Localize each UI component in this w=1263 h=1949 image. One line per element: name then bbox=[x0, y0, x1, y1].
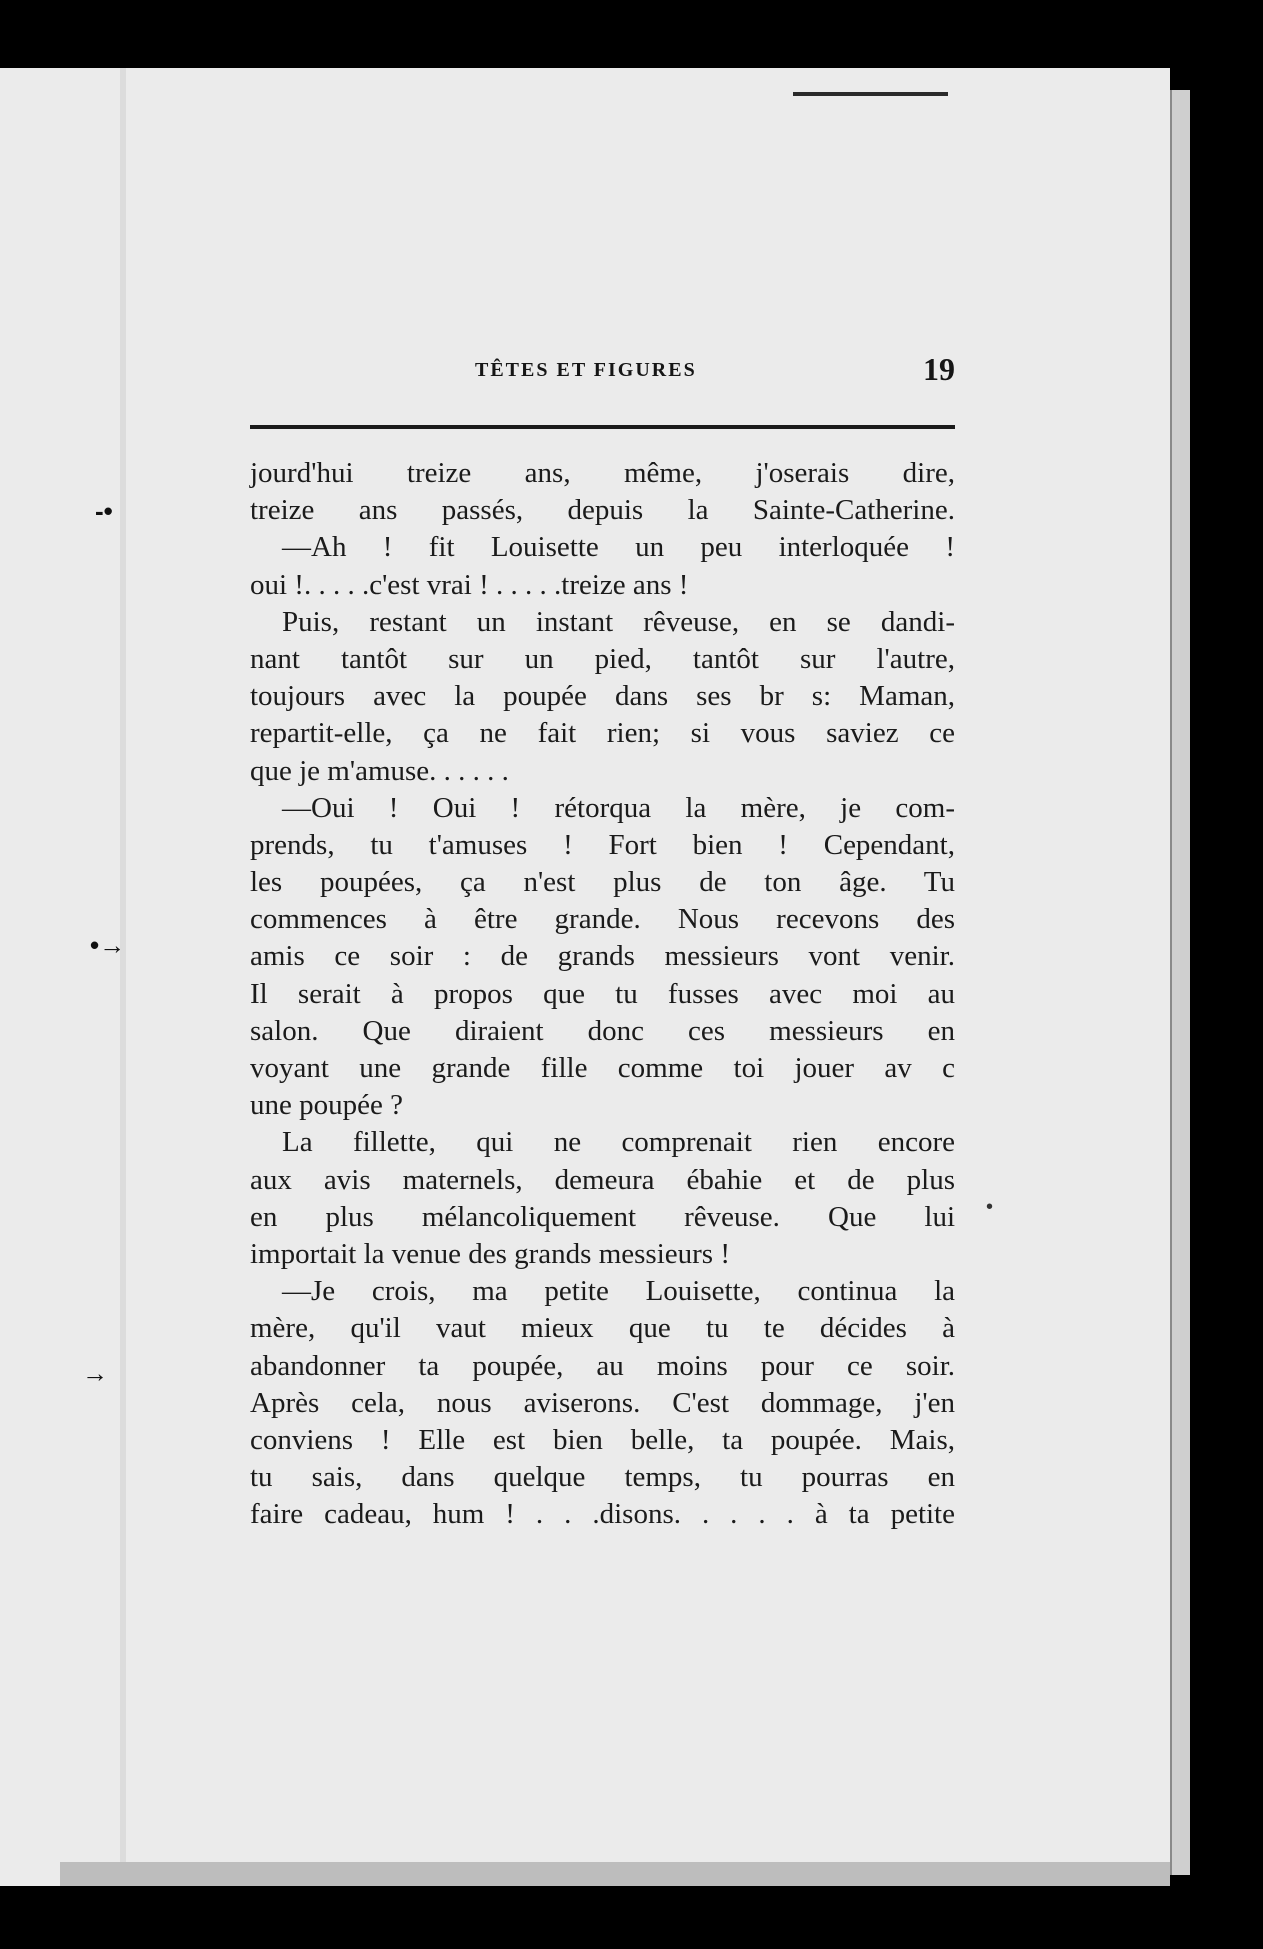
text-line: Après cela, nous aviserons. C'est dommage, j'en bbox=[250, 1386, 955, 1419]
text-line: faire cadeau, hum ! . . .disons. . . . . à ta petite bbox=[250, 1498, 955, 1531]
text-line: treize ans passés, depuis la Sainte-Catherine. bbox=[250, 494, 955, 527]
text-line: Il serait à propos que tu fusses avec moi au bbox=[250, 977, 955, 1010]
body-text bbox=[250, 455, 955, 1533]
text-line: une poupée ? bbox=[250, 1089, 403, 1122]
text-line: importait la venue des grands messieurs ! bbox=[250, 1237, 730, 1270]
text-line: amis ce soir : de grands messieurs vont venir. bbox=[250, 940, 955, 973]
margin-mark: -• bbox=[95, 496, 113, 526]
page-edge bbox=[1170, 90, 1190, 1875]
edge-tick-mark: • bbox=[986, 1196, 994, 1218]
text-line: La fillette, qui ne comprenait rien encore bbox=[282, 1126, 955, 1159]
text-line: aux avis maternels, demeura ébahie et de plus bbox=[250, 1163, 955, 1196]
text-line: que je m'amuse. . . . . . bbox=[250, 754, 509, 787]
page-fold-line bbox=[120, 68, 126, 1886]
text-line: commences à être grande. Nous recevons des bbox=[250, 903, 955, 936]
text-line: conviens ! Elle est bien belle, ta poupée. Mais, bbox=[250, 1423, 955, 1456]
text-line: voyant une grande fille comme toi jouer av c bbox=[250, 1052, 955, 1084]
text-line: mère, qu'il vaut mieux que tu te décides à bbox=[250, 1312, 955, 1345]
margin-mark: → bbox=[82, 1358, 108, 1388]
text-line: jourd'hui treize ans, même, j'oserais dire, bbox=[250, 457, 955, 489]
header-rule bbox=[250, 425, 955, 429]
page-bottom-shadow bbox=[60, 1862, 1170, 1886]
text-line: abandonner ta poupée, au moins pour ce soir. bbox=[250, 1349, 955, 1382]
text-line: —Oui ! Oui ! rétorqua la mère, je com- bbox=[282, 791, 955, 824]
text-line: tu sais, dans quelque temps, tu pourras en bbox=[250, 1461, 955, 1494]
running-head bbox=[250, 351, 955, 395]
text-line: nant tantôt sur un pied, tantôt sur l'autre, bbox=[250, 642, 955, 675]
text-line: Puis, restant un instant rêveuse, en se dandi- bbox=[282, 605, 955, 638]
text-line: —Ah ! fit Louisette un peu interloquée ! bbox=[282, 531, 955, 564]
text-line: toujours avec la poupée dans ses br s: Maman, bbox=[250, 680, 955, 713]
running-title: TÊTES ET FIGURES bbox=[475, 359, 697, 381]
text-line: salon. Que diraient donc ces messieurs en bbox=[250, 1014, 955, 1047]
margin-mark: •→ bbox=[90, 930, 126, 960]
text-line: oui !. . . . .c'est vrai ! . . . . .treize ans ! bbox=[250, 568, 689, 601]
text-line: prends, tu t'amuses ! Fort bien ! Cependant, bbox=[250, 828, 955, 861]
text-line: en plus mélancoliquement rêveuse. Que lui bbox=[250, 1200, 955, 1233]
text-line: les poupées, ça n'est plus de ton âge. Tu bbox=[250, 866, 955, 899]
text-line: —Je crois, ma petite Louisette, continua la bbox=[282, 1275, 955, 1308]
text-line: repartit-elle, ça ne fait rien; si vous saviez ce bbox=[250, 717, 955, 750]
top-edge-rule bbox=[793, 92, 948, 96]
page-number: 19 bbox=[923, 351, 955, 387]
